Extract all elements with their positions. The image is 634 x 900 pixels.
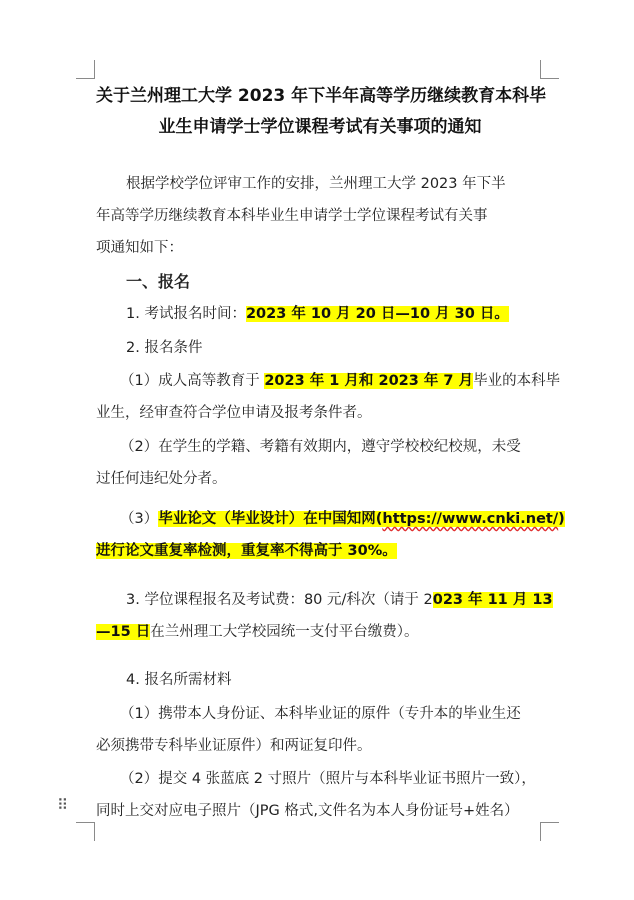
item-exam-time-label: 1. 考试报名时间：: [126, 306, 246, 322]
intro-line-1: 根据学校学位评审工作的安排，兰州理工大学 2023 年下半: [126, 176, 506, 192]
condition-2-line-2: 过任何违纪处分者。: [96, 471, 227, 487]
item-fee-suffix: 在兰州理工大学校园统一支付平台缴费）。: [150, 624, 419, 640]
doc-title-line-2: 业生申请学士学位课程考试有关事项的通知: [158, 117, 482, 137]
cnki-url: https://www.cnki.net/: [382, 511, 559, 527]
condition-3-line-2: [96, 541, 544, 561]
condition-3-line-1: [120, 509, 568, 529]
condition-1-suffix: 毕业的本科毕: [473, 373, 561, 389]
section-heading-registration: 一、报名: [126, 272, 191, 291]
condition-1-prefix: （1）成人高等教育于: [120, 373, 265, 389]
condition-3-prefix: （3）: [120, 511, 159, 527]
condition-2-line-1: （2）在学生的学籍、考籍有效期内，遵守学校校纪校规，未受: [120, 439, 521, 455]
condition-3-paren: ): [558, 511, 565, 527]
condition-3-line-2-highlight: 进行论文重复率检测，重复率不得高于 30%。: [96, 543, 397, 559]
material-2-line-1: （2）提交 4 张蓝底 2 寸照片（照片与本科毕业证书照片一致），: [120, 771, 536, 787]
condition-1-line-1: [120, 371, 568, 391]
item-fee-line-1: [126, 590, 553, 610]
material-2-line-2: 同时上交对应电子照片（JPG 格式,文件名为本人身份证号+姓名）: [96, 803, 519, 819]
item-conditions-label: 2. 报名条件: [126, 340, 203, 356]
material-1-line-1: （1）携带本人身份证、本科毕业证的原件（专升本的毕业生还: [120, 706, 521, 722]
item-materials-label: 4. 报名所需材料: [126, 672, 232, 688]
condition-1-highlight: 2023 年 1 月和 2023 年 7 月: [264, 373, 474, 389]
exam-time-highlight: 2023 年 10 月 20 日—10 月 30 日。: [245, 306, 509, 322]
material-1-line-2: 必须携带专科毕业证原件）和两证复印件。: [96, 738, 372, 754]
item-fee-highlight-a: 023 年 11 月 13: [432, 592, 553, 608]
item-fee-highlight-b: —15 日: [96, 624, 151, 640]
crop-mark-top-right: [540, 60, 559, 79]
item-fee-prefix: 3. 学位课程报名及考试费：80 元/科次（请于 2: [126, 592, 433, 608]
intro-line-3: 项通知如下：: [96, 240, 183, 256]
crop-mark-bottom-left: [76, 822, 95, 841]
item-exam-time: [126, 304, 544, 324]
item-fee-line-2: [96, 622, 544, 642]
crop-mark-top-left: [76, 60, 95, 79]
doc-title-line-1: 关于兰州理工大学 2023 年下半年高等学历继续教育本科毕: [96, 86, 547, 106]
condition-3-highlight: 毕业论文（毕业设计）在中国知网(: [158, 511, 383, 527]
intro-line-2: 年高等学历继续教育本科毕业生申请学士学位课程考试有关事: [96, 208, 488, 224]
condition-1-line-2: 业生，经审查符合学位申请及报考条件者。: [96, 405, 372, 421]
crop-mark-bottom-right: [540, 822, 559, 841]
drag-handle-icon[interactable]: ⠿: [57, 796, 67, 814]
